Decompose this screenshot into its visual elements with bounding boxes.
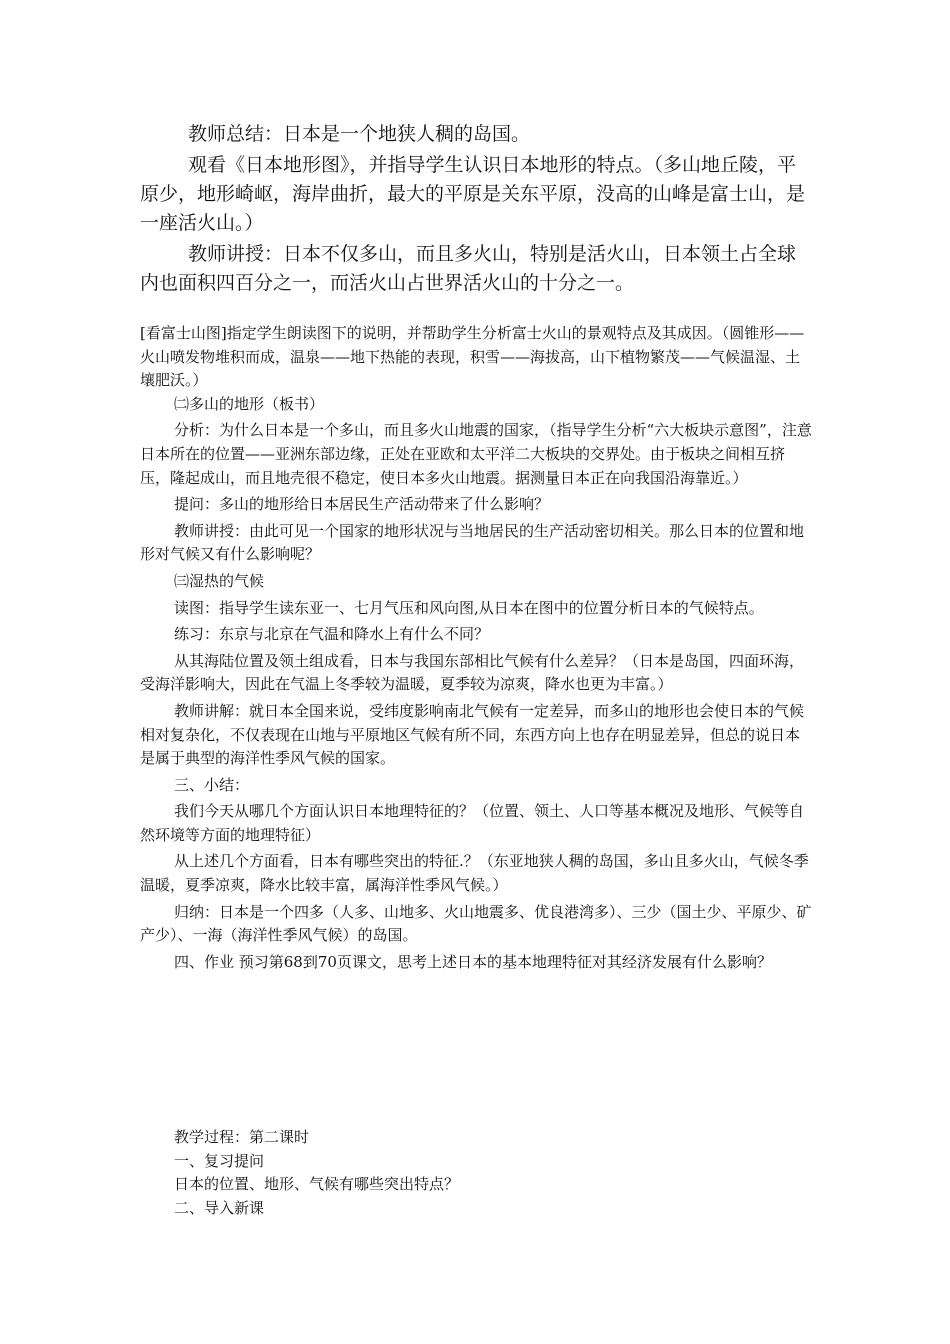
- features-paragraph: 从上述几个方面看，日本有哪些突出的特征.？（东亚地狭人稠的岛国，多山且多火山，气候冬季温暖，夏季凉爽，降水比较丰富，属海洋性季风气候。）: [140, 852, 809, 895]
- homework-paragraph: 四、作业 预习第68到70页课文，思考上述日本的基本地理特征对其经济发展有什么影响？: [174, 952, 772, 971]
- mountain-terrain-heading: ㈡多山的地形（板书）: [174, 394, 325, 413]
- map-reading-paragraph: 读图：指导学生读东亚一、七月气压和风向图,从日本在图中的位置分析日本的气候特点。: [174, 598, 764, 617]
- analysis-paragraph: 分析：为什么日本是一个多山，而且多火山地震的国家，（指导学生分析“六大板块示意图”，注意日本所在的位置——亚洲东部边缘，正处在亚欧和太平洋二大板块的交界处。由于板块之间相互挤压，隆起成山，而且地壳很不稳定，使日本多火山地震。据测量日本正在向我国沿海靠近。）: [140, 421, 812, 487]
- top-section: [140, 120, 810, 300]
- second-lesson-section: [140, 1126, 812, 1220]
- conclusion-paragraph: 归纳：日本是一个四多（人多、山地多、火山地震多、优良港湾多）、三少（国土少、平原少、矿产少）、一海（海洋性季风气候）的岛国。: [140, 902, 812, 945]
- climate-difference-paragraph: 从其海陆位置及领土组成看，日本与我国东部相比气候有什么差异？（日本是岛国，四面环海，受海洋影响大，因此在气温上冬季较为温暖，夏季较为凉爽，降水也更为丰富。）: [140, 651, 805, 694]
- question-paragraph: 提问：多山的地形给日本居民生产活动带来了什么影响？: [174, 495, 550, 514]
- teacher-lecture-paragraph: 教师讲授：由此可见一个国家的地形状况与当地居民的生产活动密切相关。那么日本的位置和地形对气候又有什么影响呢？: [140, 521, 805, 564]
- summary-heading: 三、小结：: [174, 775, 250, 794]
- main-body: [140, 322, 812, 974]
- terrain-map-paragraph: 观看《日本地形图》，并指导学生认识日本地形的特点。（多山地丘陵，平原少，地形崎岖，海岸曲折，最大的平原是关东平原，没高的山峰是富士山，是一座活火山。）: [140, 154, 806, 234]
- summary-question-paragraph: 我们今天从哪几个方面认识日本地理特征的？（位置、领土、人口等基本概况及地形、气候等自然环境等方面的地理特征）: [140, 802, 805, 844]
- review-question: 日本的位置、地形、气候有哪些突出特点？: [174, 1175, 460, 1194]
- review-heading: 一、复习提问: [174, 1151, 265, 1170]
- intro-heading: 二、导入新课: [174, 1198, 265, 1217]
- climate-heading: ㈢湿热的气候: [174, 571, 265, 590]
- teacher-explanation-paragraph: 教师讲解：就日本全国来说，受纬度影响南北气候有一定差异，而多山的地形也会使日本的气候相对复杂化，不仅表现在山地与平原地区气候有所不同，东西方向上也存在明显差异，但总的说日本是属于典型的海洋性季风气候的国家。: [140, 701, 805, 768]
- exercise-paragraph: 练习：东京与北京在气温和降水上有什么不同？: [174, 625, 490, 644]
- teacher-lecture-volcano: 教师讲授：日本不仅多山，而且多火山，特别是活火山，日本领土占全球内也面积四百分之一，而活火山占世界活火山的十分之一。: [140, 243, 797, 294]
- teacher-summary: 教师总结：日本是一个地狭人稠的岛国。: [188, 123, 531, 145]
- fuji-paragraph: [看富士山图]指定学生朗读图下的说明，并帮助学生分析富士火山的景观特点及其成因。（圆锥形——火山喷发物堆积而成，温泉——地下热能的表现，积雪——海拔高，山下植物繁茂——气候温湿、土壤肥沃。）: [140, 324, 805, 390]
- second-lesson-title: 教学过程：第二课时: [174, 1128, 310, 1146]
